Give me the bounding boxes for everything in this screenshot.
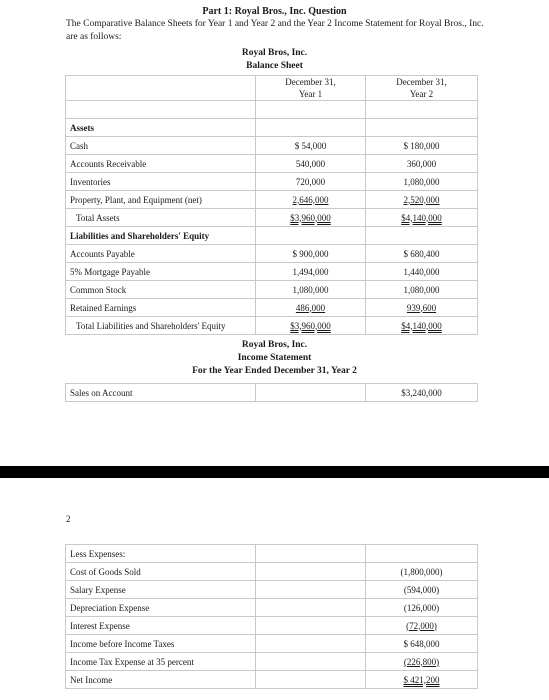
table-row: Total Assets $3,960,000 $4,140,000 bbox=[66, 209, 478, 227]
table-row: Cash $ 54,000 $ 180,000 bbox=[66, 137, 478, 155]
table-row: Income Tax Expense at 35 percent (226,800) bbox=[66, 653, 478, 671]
col-year1-header: December 31, Year 1 bbox=[256, 76, 366, 101]
table-row: Salary Expense (594,000) bbox=[66, 581, 478, 599]
table-row: Property, Plant, and Equipment (net) 2,646,000 2,520,000 bbox=[66, 191, 478, 209]
table-row: Liabilities and Shareholders' Equity bbox=[66, 227, 478, 245]
table-row: Cost of Goods Sold (1,800,000) bbox=[66, 563, 478, 581]
page-break bbox=[0, 466, 549, 478]
table-row: Depreciation Expense (126,000) bbox=[66, 599, 478, 617]
part-title: Part 1: Royal Bros., Inc. Question bbox=[202, 6, 347, 17]
table-row: 5% Mortgage Payable 1,494,000 1,440,000 bbox=[66, 263, 478, 281]
col-year2-header: December 31, Year 2 bbox=[366, 76, 478, 101]
income-statement-title: Income Statement bbox=[237, 353, 312, 363]
table-row: Net Income $ 421,200 bbox=[66, 671, 478, 689]
table-row: Assets bbox=[66, 119, 478, 137]
income-statement-period: For the Year Ended December 31, Year 2 bbox=[192, 366, 357, 376]
table-row: Accounts Receivable 540,000 360,000 bbox=[66, 155, 478, 173]
expenses-table bbox=[65, 544, 478, 689]
page-number: 2 bbox=[66, 514, 71, 524]
income-statement-company: Royal Bros, Inc. bbox=[241, 340, 308, 350]
table-row: Sales on Account $3,240,000 bbox=[66, 384, 478, 402]
table-row: Total Liabilities and Shareholders' Equity $3,960,000 $4,140,000 bbox=[66, 317, 478, 335]
balance-sheet-title: Balance Sheet bbox=[246, 61, 303, 71]
table-row: Accounts Payable $ 900,000 $ 680,400 bbox=[66, 245, 478, 263]
balance-sheet-header-row bbox=[66, 76, 478, 101]
table-row: Inventories 720,000 1,080,000 bbox=[66, 173, 478, 191]
balance-sheet-table bbox=[65, 75, 478, 335]
table-row: Less Expenses: bbox=[66, 545, 478, 563]
table-row: Common Stock 1,080,000 1,080,000 bbox=[66, 281, 478, 299]
table-row: Interest Expense (72,000) bbox=[66, 617, 478, 635]
sales-table bbox=[65, 383, 478, 402]
balance-sheet-company: Royal Bros, Inc. bbox=[241, 48, 308, 58]
page-2 bbox=[0, 478, 549, 700]
table-row: Income before Income Taxes $ 648,000 bbox=[66, 635, 478, 653]
intro-text: The Comparative Balance Sheets for Year 1 and Year 2 and the Year 2 Income Statement for Royal Bros., Inc. are as follows: bbox=[66, 19, 484, 42]
table-row: Retained Earnings 486,000 939,600 bbox=[66, 299, 478, 317]
